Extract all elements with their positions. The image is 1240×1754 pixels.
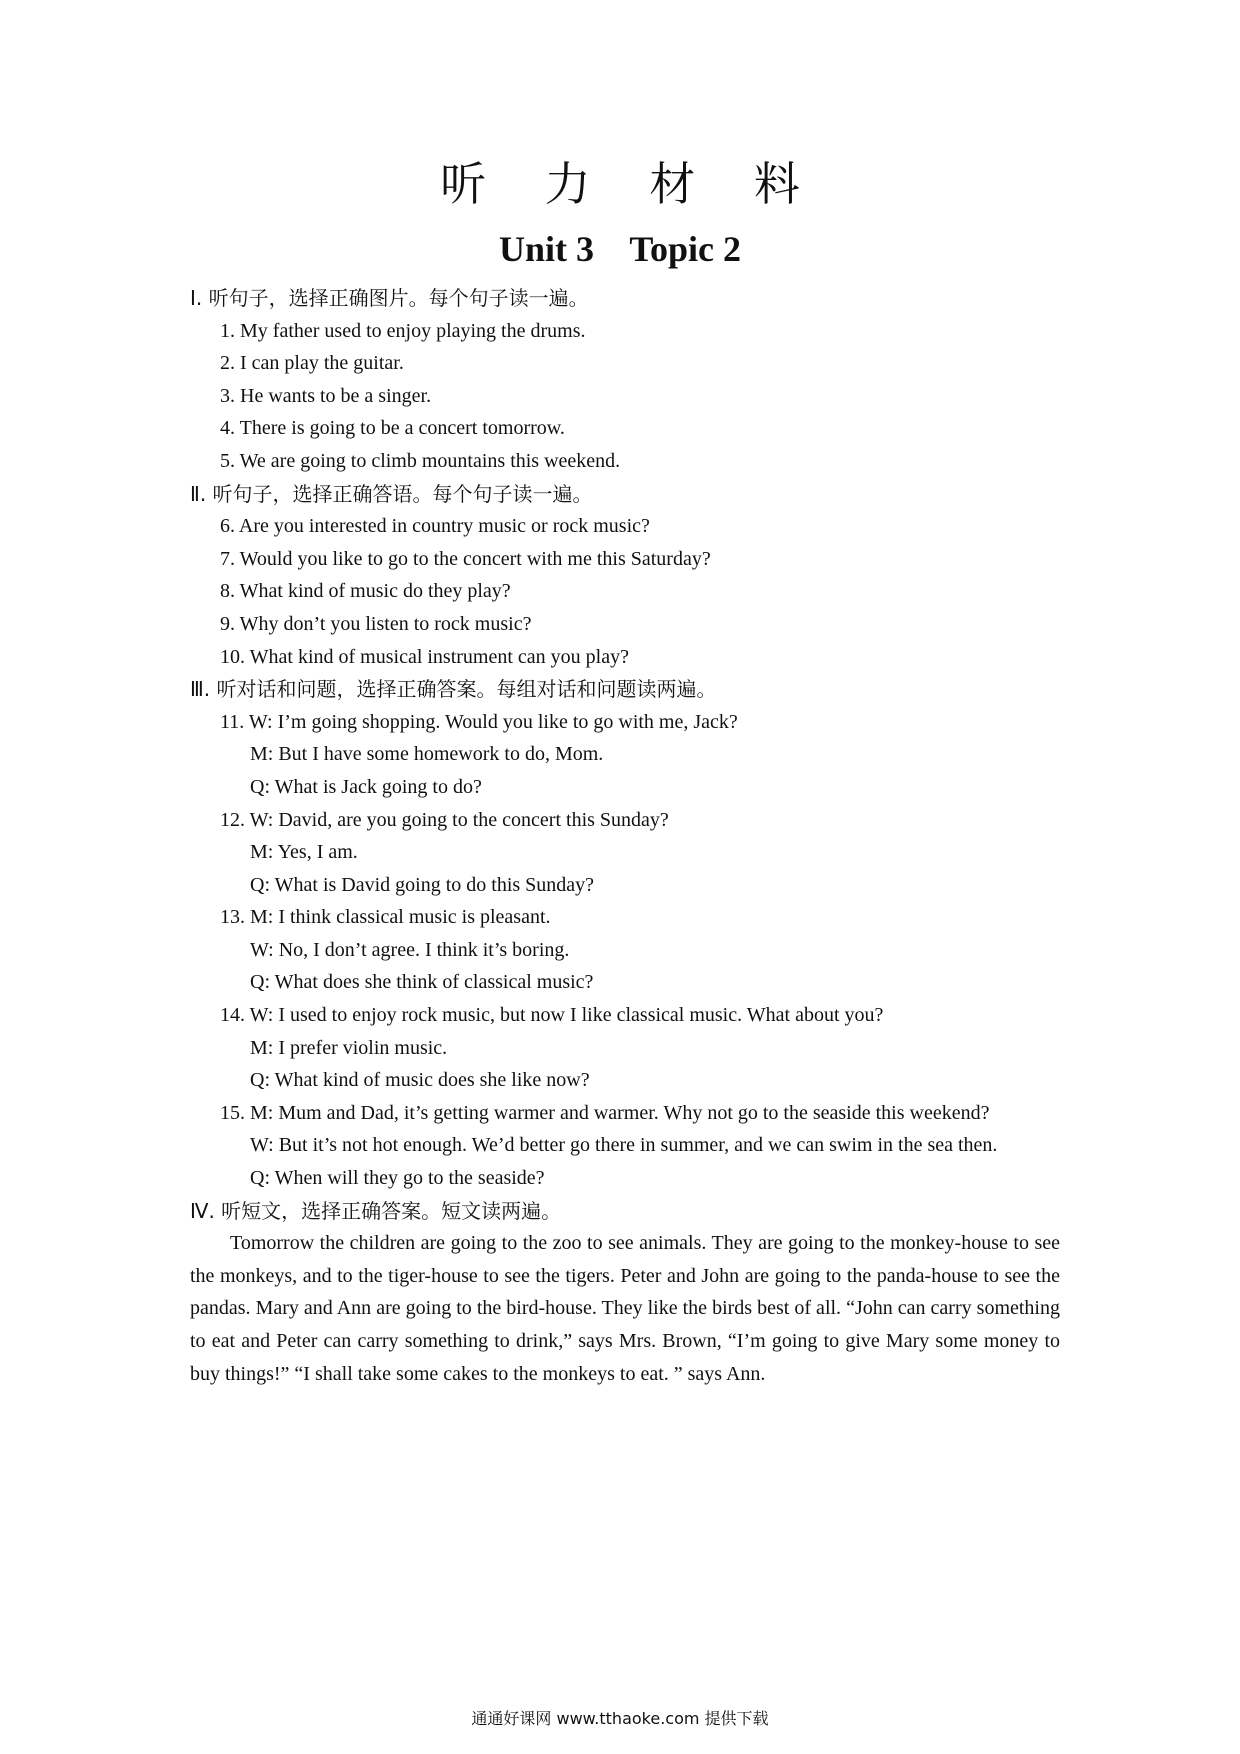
list-item: 7. Would you like to go to the concert with me this Saturday? [220,547,711,570]
list-item: 3. He wants to be a singer. [220,384,432,407]
list-item: 9. Why don’t you listen to rock music? [220,612,532,635]
list-item: 10. What kind of musical instrument can you play? [220,645,629,668]
section-heading-1: Ⅰ. 听句子，选择正确图片。每个句子读一遍。 [190,286,589,310]
dialogue-line: M: I prefer violin music. [250,1036,448,1059]
list-item: 8. What kind of music do they play? [220,580,511,603]
footer-text: 通通好课网 www.tthaoke.com 提供下载 [471,1709,769,1728]
content [190,282,1060,1390]
list-item: 2. I can play the guitar. [220,352,404,375]
list-item: 4. There is going to be a concert tomorrow. [220,417,565,440]
section-heading-4: Ⅳ. 听短文，选择正确答案。短文读两遍。 [190,1198,562,1223]
page-subtitle: Unit 3 Topic 2 [498,229,742,269]
list-item: 6. Are you interested in country music or rock music? [220,515,650,538]
dialogue-line: 12. W: David, are you going to the concert this Sunday? [220,808,669,831]
dialogue-line: W: But it’s not hot enough. We’d better go there in summer, and we can swim in the sea then. [250,1134,998,1157]
dialogue-line: 11. W: I’m going shopping. Would you like to go with me, Jack? [220,710,738,733]
section-heading-3: Ⅲ. 听对话和问题，选择正确答案。每组对话和问题读两遍。 [190,677,717,702]
dialogue-line: W: No, I don’t agree. I think it’s boring. [250,938,570,961]
dialogue-question: Q: What is David going to do this Sunday? [250,873,595,896]
list-item: 1. My father used to enjoy playing the drums. [220,319,586,342]
dialogue-question: Q: What does she think of classical music? [250,971,594,994]
dialogue-line: 14. W: I used to enjoy rock music, but now I like classical music. What about you? [220,1004,884,1027]
section-heading-2: Ⅱ. 听句子，选择正确答语。每个句子读一遍。 [190,481,593,506]
dialogue-question: Q: What kind of music does she like now? [250,1069,590,1092]
passage-text: Tomorrow the children are going to the zoo to see animals. They are going to the monkey-house to see the monkeys, and to the tiger-house to see the tigers. Peter and John are going to the panda-house to see the pandas. Mary and Ann are going to the bird-house. They like the birds best of all. “John can carry something to eat and Peter can carry something to drink,” says Mrs. Brown, “I’m going to give Mary some money to buy things!” “I shall take some cakes to the monkeys to eat. ” says Ann. [190,1232,1060,1385]
dialogue-line: 15. M: Mum and Dad, it’s getting warmer and warmer. Why not go to the seaside this weekend? [220,1101,990,1124]
dialogue-line: 13. M: I think classical music is pleasant. [220,906,551,929]
dialogue-question: Q: When will they go to the seaside? [250,1167,545,1190]
dialogue-line: M: But I have some homework to do, Mom. [250,743,604,766]
dialogue-line: M: Yes, I am. [250,841,358,864]
page-title: 听 力 材 料 [440,157,822,211]
list-item: 5. We are going to climb mountains this weekend. [220,449,621,472]
dialogue-question: Q: What is Jack going to do? [250,775,482,798]
